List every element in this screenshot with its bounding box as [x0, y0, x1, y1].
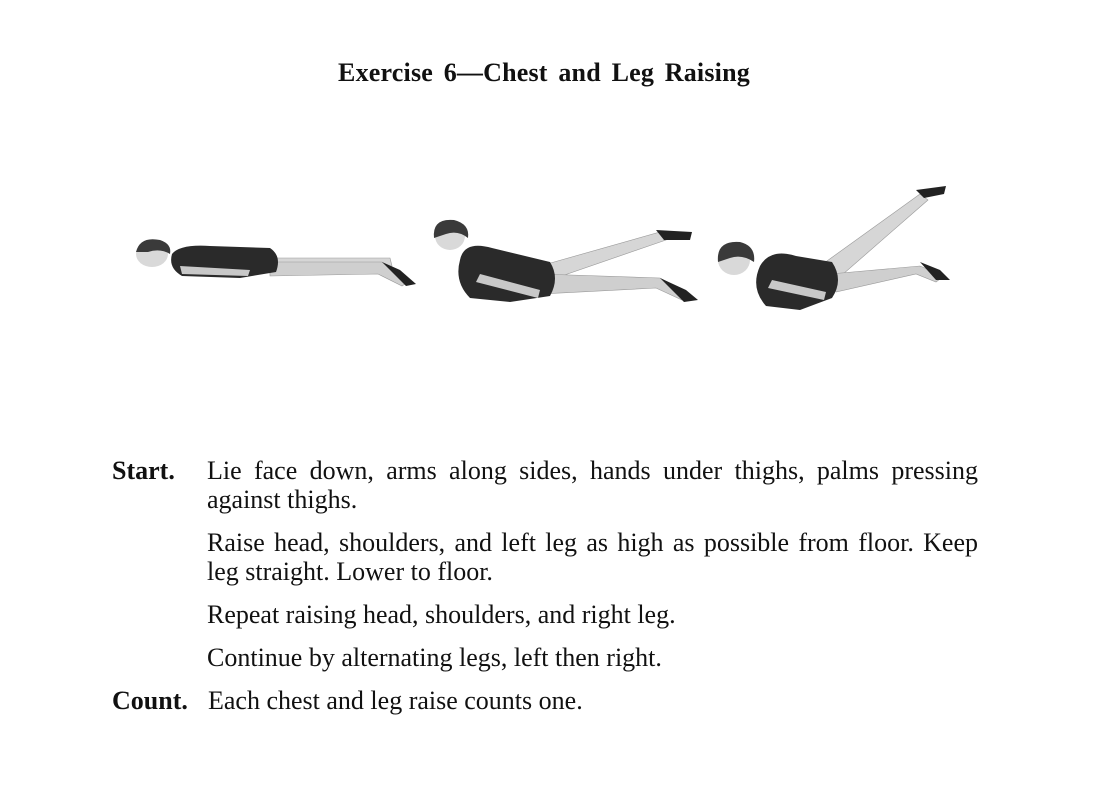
start-label: Start.	[112, 456, 175, 485]
step-3-text: Repeat raising head, shoulders, and right leg.	[207, 600, 676, 629]
step-row	[112, 528, 978, 586]
step-row	[112, 600, 978, 629]
figure-right-leg-raise	[718, 186, 950, 310]
instructions	[112, 456, 978, 716]
count-row	[112, 686, 978, 716]
figure-start-position	[136, 239, 416, 286]
step-2-text: Raise head, shoulders, and left leg as high as possible from floor. Keep leg straight. Lower to floor.	[207, 528, 978, 586]
count-text: Each chest and leg raise counts one.	[208, 686, 583, 715]
figure-left-leg-raise	[434, 220, 698, 302]
step-4-text: Continue by alternating legs, left then right.	[207, 643, 662, 672]
exercise-figures-svg	[120, 170, 960, 330]
step-row	[112, 643, 978, 672]
exercise-figures-illustration	[120, 170, 960, 330]
count-label: Count.	[112, 686, 188, 715]
start-row	[112, 456, 978, 514]
step-1-text: Lie face down, arms along sides, hands under thighs, palms pressing against thighs.	[207, 456, 978, 514]
page-title: Exercise 6—Chest and Leg Raising	[338, 58, 750, 87]
